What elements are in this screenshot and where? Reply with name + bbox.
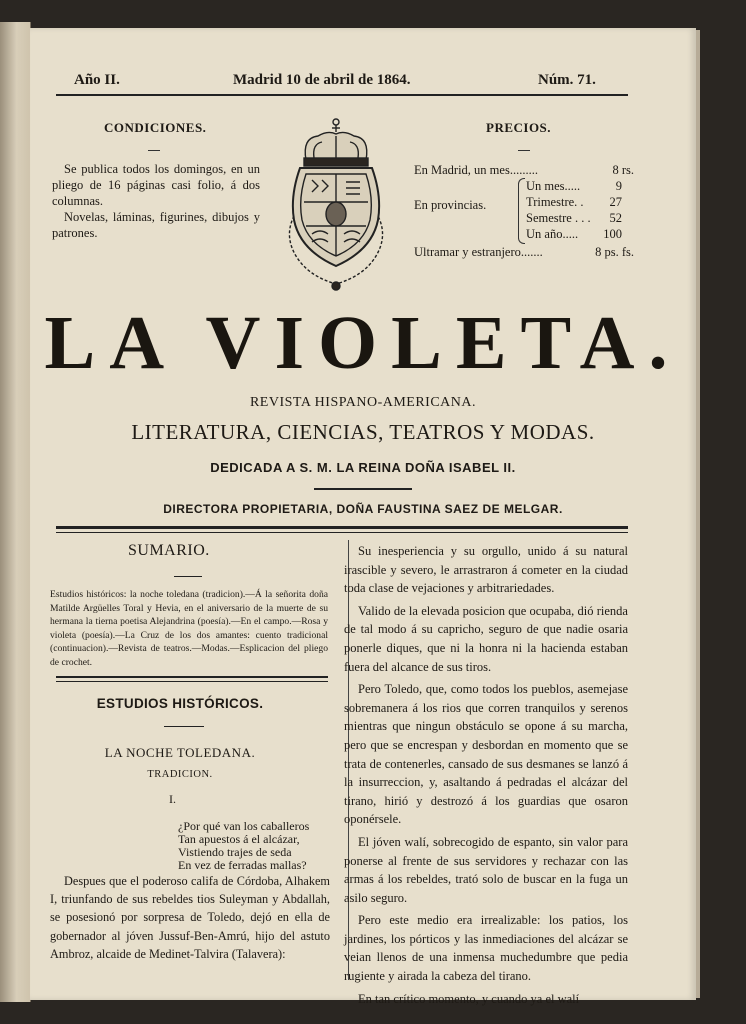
provinces-brace	[518, 178, 525, 244]
royal-coat-of-arms-icon	[284, 116, 388, 294]
issue-header	[30, 72, 696, 92]
masthead-director: DIRECTORA PROPIETARIA, DOÑA FAUSTINA SAEZ DE MELGAR.	[163, 502, 563, 516]
price-group-label: En provincias.	[414, 198, 487, 212]
summary-title: SUMARIO.	[128, 542, 210, 559]
masthead-rule	[56, 526, 628, 529]
epigraph-verse	[178, 820, 309, 872]
price-row: Un año..... 100	[526, 227, 622, 241]
newspaper-page	[30, 28, 696, 1006]
story-paragraph: Valido de la elevada posicion que ocupaba, dió rienda de tal modo á su capricho, seguro de que nadie osaria ponerle diques, que ni la honra ni la hacienda estaban fuera del alcance de sus tiros.	[344, 603, 628, 674]
price-row-abroad: Ultramar y estranjero....... 8 ps. fs.	[414, 245, 634, 259]
verse-line: Vistiendo trajes de seda	[178, 845, 292, 859]
section-title: ESTUDIOS HISTÓRICOS.	[96, 696, 264, 711]
summary-rule	[56, 676, 328, 678]
summary-rule-thin	[56, 681, 328, 682]
verse-line: Tan apuestos á el alcázar,	[178, 832, 300, 846]
price-row: Semestre . . . 52	[526, 211, 622, 225]
masthead-title: LA VIOLETA.	[44, 301, 682, 385]
conditions-text	[52, 161, 260, 241]
conditions-paragraph: Novelas, láminas, figurines, dibujos y patrones.	[52, 210, 260, 240]
masthead-dedication: DEDICADA A S. M. LA REINA DOÑA ISABEL II.	[210, 460, 516, 475]
header-rule	[56, 94, 628, 96]
conditions-paragraph: Se publica todos los domingos, en un pliego de 16 páginas casi folio, á dos columnas.	[52, 162, 260, 208]
right-column	[344, 542, 628, 1012]
issue-year: Año II.	[74, 72, 120, 88]
conditions-title: CONDICIONES.	[104, 120, 207, 135]
chapter-number: I.	[169, 792, 176, 806]
divider	[518, 150, 530, 151]
price-row: Trimestre. . 27	[526, 195, 622, 209]
story-paragraph: Su inesperiencia y su orgullo, unido á su natural irascible y severo, le arrastraron á cometer en la ciudad toda clase de vejaciones y arbitrariedades.	[344, 544, 628, 596]
story-paragraph: Despues que el poderoso califa de Córdoba, Alhakem I, triunfando de sus rebeldes tios Suleyman y Abdallah, se posesionó por sorpresa de Toledo, dejó en ella de gobernador al jóven Jussuf-Ben-Amrú, hijo del astuto Ambroz, alcaide de Medinet-Talvira (Talavera):	[50, 874, 330, 961]
page-edge	[696, 30, 700, 998]
divider	[164, 726, 204, 727]
story-paragraph: El jóven walí, sobrecogido de espanto, sin valor para ponerse al frente de sus servidores y rechazar con las armas á los rebeldes, trató solo de buscar en la fuga un asilo seguro.	[344, 834, 628, 905]
masthead-topics: LITERATURA, CIENCIAS, TEATROS Y MODAS.	[131, 420, 595, 444]
masthead-subtitle: REVISTA HISPANO-AMERICANA.	[249, 395, 477, 410]
story-paragraph: Pero este medio era irrealizable: los patios, los jardines, los pórticos y las inmediaciones del alcázar se veian llenos de una inmensa muchedumbre que pedia rugiente y airada la cabeza del tirano.	[344, 913, 628, 984]
story-title: LA NOCHE TOLEDANA.	[104, 745, 256, 760]
verse-line: En vez de ferradas mallas?	[178, 858, 307, 872]
masthead-rule-thin	[56, 532, 628, 533]
issue-date: Madrid 10 de abril de 1864.	[233, 72, 411, 88]
price-row-madrid: En Madrid, un mes......... 8 rs.	[414, 163, 634, 177]
summary-text: Estudios históricos: la noche toledana (tradicion).—Á la señorita doña Matilde Argüelles Toral y Hevia, en el aniversario de la muerte de su hermana la tierna poetisa Alejandrina (poesía).—En el campo.—Rosa y violeta (poesía).—La Cruz de los dos amantes: cuento tradicional (continuacion).—Revista de teatros.—Modas.—Esplicacion del pliego de crochet.	[50, 589, 328, 668]
divider	[174, 576, 202, 577]
divider	[314, 488, 412, 490]
story-paragraph: En tan crítico momento, y cuando ya el walí	[358, 991, 580, 1006]
price-row: Un mes..... 9	[526, 179, 622, 193]
story-paragraph: Pero Toledo, que, como todos los pueblos, asemejase sobremanera á los rios que corren tranquilos y serenos mientras que ningun obstáculo se opone á su marcha, pero que se encrespan y desbordan en momento que se trata de contenerles, cansado de sus desmanes se lanzó á la insurreccion, y, asaltando á pedradas el alcázar del tirano, hirió y destrozó á los guardias que osaron oponérsele.	[344, 682, 628, 827]
facing-page-edge	[0, 22, 31, 1002]
prices-title: PRECIOS.	[486, 120, 552, 135]
story-subtitle: TRADICION.	[147, 769, 213, 780]
issue-number: Núm. 71.	[538, 72, 596, 88]
divider	[148, 150, 160, 151]
verse-line: ¿Por qué van los caballeros	[178, 819, 310, 833]
